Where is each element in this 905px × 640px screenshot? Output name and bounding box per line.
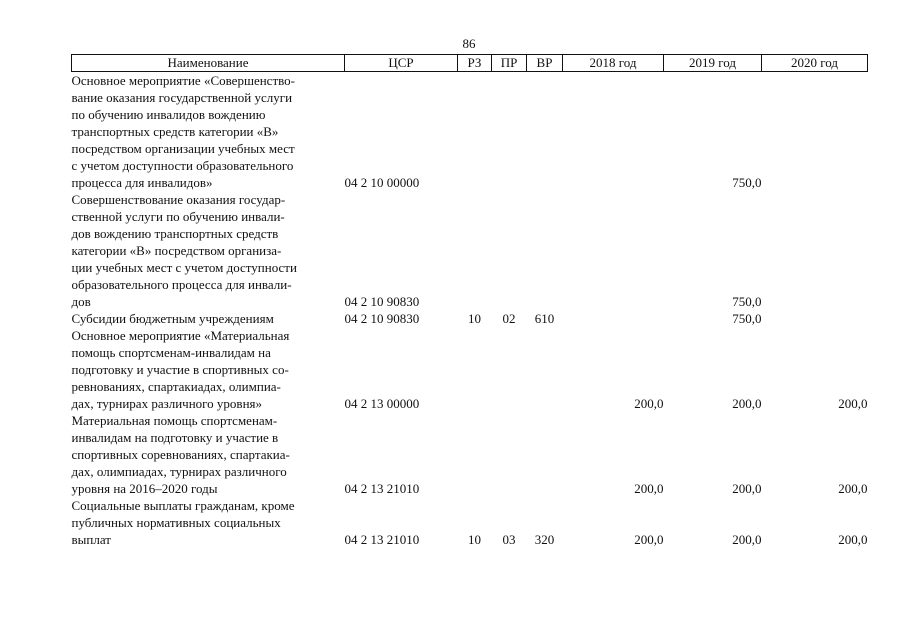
row-vr bbox=[527, 72, 563, 192]
row-2020: 200,0 bbox=[838, 532, 868, 547]
row-name bbox=[72, 497, 345, 548]
row-2019: 750,0 bbox=[732, 311, 762, 326]
row-csr: 04 2 10 90830 bbox=[344, 311, 420, 326]
header-2019: 2019 год bbox=[664, 55, 762, 72]
row-name-line: посредством организации учебных мест bbox=[71, 141, 295, 156]
row-2019: 200,0 bbox=[732, 396, 762, 411]
table-body bbox=[72, 72, 868, 549]
row-name-line: по обучению инвалидов вождению bbox=[71, 107, 266, 122]
row-name-line: спортивных соревнованиях, спартакиа- bbox=[71, 447, 290, 462]
table-row bbox=[72, 310, 868, 327]
row-name-line: Социальные выплаты гражданам, кроме bbox=[71, 498, 295, 513]
row-name-line: ревнованиях, спартакиадах, олимпиа- bbox=[71, 379, 281, 394]
row-pr: 02 bbox=[502, 311, 516, 326]
row-pr bbox=[492, 327, 527, 412]
row-2018: 200,0 bbox=[634, 532, 664, 547]
table-header-row bbox=[72, 55, 868, 72]
row-2020 bbox=[762, 191, 868, 310]
row-pr bbox=[492, 191, 527, 310]
row-name bbox=[72, 310, 345, 327]
header-csr: ЦСР bbox=[345, 55, 458, 72]
row-2019: 750,0 bbox=[732, 175, 762, 190]
row-name bbox=[72, 327, 345, 412]
row-csr: 04 2 13 21010 bbox=[344, 532, 420, 547]
row-name-line: уровня на 2016–2020 годы bbox=[71, 481, 218, 496]
row-name-line: с учетом доступности образовательного bbox=[71, 158, 294, 173]
row-rz bbox=[458, 327, 492, 412]
header-rz: РЗ bbox=[458, 55, 492, 72]
row-rz bbox=[458, 191, 492, 310]
row-pr bbox=[492, 72, 527, 192]
row-rz: 10 bbox=[468, 311, 481, 326]
row-name-line: Основное мероприятие «Материальная bbox=[71, 328, 290, 343]
row-name-line: категории «В» посредством организа- bbox=[71, 243, 282, 258]
row-vr bbox=[527, 191, 563, 310]
table-row bbox=[72, 191, 868, 310]
row-name bbox=[72, 412, 345, 497]
row-2018: 200,0 bbox=[634, 396, 664, 411]
header-vr: ВР bbox=[527, 55, 563, 72]
row-name-line: Субсидии бюджетным учреждениям bbox=[71, 311, 274, 326]
table-row bbox=[72, 327, 868, 412]
row-name-line: дов вождению транспортных средств bbox=[71, 226, 279, 241]
row-2018 bbox=[563, 310, 664, 327]
header-pr: ПР bbox=[492, 55, 527, 72]
table-row bbox=[72, 72, 868, 192]
table-row bbox=[72, 412, 868, 497]
row-rz: 10 bbox=[468, 532, 481, 547]
row-2018: 200,0 bbox=[634, 481, 664, 496]
header-2020: 2020 год bbox=[762, 55, 868, 72]
row-name bbox=[72, 191, 345, 310]
row-name-line: дов bbox=[71, 294, 91, 309]
budget-table bbox=[71, 54, 868, 548]
row-rz bbox=[458, 72, 492, 192]
row-name-line: образовательного процесса для инвали- bbox=[71, 277, 292, 292]
row-name-line: ции учебных мест с учетом доступности bbox=[71, 260, 297, 275]
row-name bbox=[72, 72, 345, 192]
page-number: 86 bbox=[462, 36, 476, 51]
row-name-line: инвалидам на подготовку и участие в bbox=[71, 430, 279, 445]
row-csr: 04 2 10 00000 bbox=[344, 175, 420, 190]
row-2019: 750,0 bbox=[732, 294, 762, 309]
row-name-line: ственной услуги по обучению инвали- bbox=[71, 209, 285, 224]
row-2018 bbox=[563, 72, 664, 192]
row-csr: 04 2 13 21010 bbox=[344, 481, 420, 496]
row-csr: 04 2 10 90830 bbox=[344, 294, 420, 309]
row-name-line: дах, олимпиадах, турнирах различного bbox=[71, 464, 287, 479]
row-vr bbox=[527, 327, 563, 412]
row-2019: 200,0 bbox=[732, 481, 762, 496]
row-2020: 200,0 bbox=[838, 481, 868, 496]
row-name-line: помощь спортсменам-инвалидам на bbox=[71, 345, 271, 360]
row-name-line: транспортных средств категории «В» bbox=[71, 124, 279, 139]
row-name-line: дах, турнирах различного уровня» bbox=[71, 396, 263, 411]
row-csr: 04 2 13 00000 bbox=[344, 396, 420, 411]
row-name-line: подготовку и участие в спортивных со- bbox=[71, 362, 289, 377]
row-name-line: Материальная помощь спортсменам- bbox=[71, 413, 278, 428]
row-vr: 610 bbox=[534, 311, 555, 326]
header-name: Наименование bbox=[72, 55, 345, 72]
row-2019: 200,0 bbox=[732, 532, 762, 547]
row-name-line: вание оказания государственной услуги bbox=[71, 90, 293, 105]
row-2020 bbox=[762, 310, 868, 327]
header-2018: 2018 год bbox=[563, 55, 664, 72]
row-pr bbox=[492, 412, 527, 497]
row-name-line: Совершенствование оказания государ- bbox=[71, 192, 286, 207]
row-name-line: Основное мероприятие «Совершенство- bbox=[71, 73, 296, 88]
row-name-line: публичных нормативных социальных bbox=[71, 515, 281, 530]
row-2018 bbox=[563, 191, 664, 310]
row-vr: 320 bbox=[534, 532, 555, 547]
row-2020: 200,0 bbox=[838, 396, 868, 411]
row-rz bbox=[458, 412, 492, 497]
row-pr: 03 bbox=[502, 532, 516, 547]
table-row bbox=[72, 497, 868, 548]
row-2020 bbox=[762, 72, 868, 192]
row-vr bbox=[527, 412, 563, 497]
row-name-line: выплат bbox=[71, 532, 111, 547]
row-name-line: процесса для инвалидов» bbox=[71, 175, 213, 190]
